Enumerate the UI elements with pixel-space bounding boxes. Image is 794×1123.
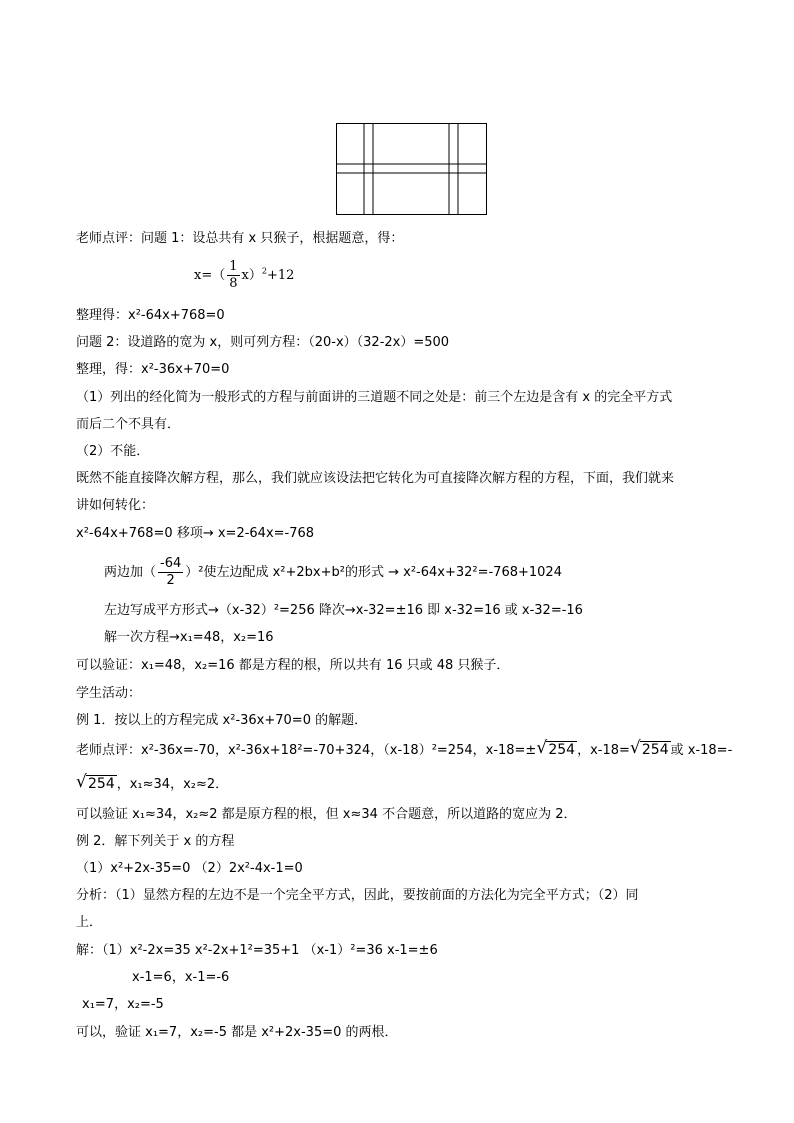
simplified-eq-2: 整理，得：x²-36x+70=0: [76, 362, 230, 377]
paragraph-transform: 既然不能直接降次解方程，那么，我们就应该设法把它转化为可直接降次解方程的方程，下面，我们就来: [76, 471, 675, 486]
example-1: 例 1．按以上的方程完成 x²-36x+70=0 的解题．: [76, 713, 368, 728]
verify-roots: 可以，验证 x₁=7，x₂=-5 都是 x²+2x-35=0 的两根．: [76, 1025, 398, 1040]
step-square-form: 左边写成平方形式→（x-32）²=256 降次→x-32=±16 即 x-32=16 或 x-32=-16: [104, 603, 583, 618]
teacher-comment-ex1-cont: √ 254 ，x₁≈34，x₂≈2．: [76, 772, 229, 792]
analysis: 分析：（1）显然方程的左边不是一个完全平方式，因此，要按前面的方法化为完全平方式；（2）同: [76, 888, 639, 903]
analysis-cont: 上．: [76, 915, 103, 930]
sqrt-254-a: √ 254: [536, 738, 576, 758]
simplified-eq-1: 整理得：x²-64x+768=0: [76, 308, 225, 323]
solution-step-1: 解：（1）x²-2x=35 x²-2x+1²=35+1 （x-1）²=36 x-1=±6: [76, 943, 438, 958]
teacher-comment-ex1: 老师点评：x²-36x=-70，x²-36x+18²=-70+324，（x-18）²=254，x-18=± √ 254 ，x-18= √ 254 或 x-18=-: [76, 738, 733, 758]
step-move-terms: x²-64x+768=0 移项→ x=2-64x=-768: [76, 526, 315, 541]
sqrt-254-b: √ 254: [629, 738, 669, 758]
fraction-minus64-over-2: $\frac{-64}{2}$: [160, 556, 182, 588]
example-2-equations: （1）x²+2x-35=0 （2）2x²-4x-1=0: [76, 861, 303, 876]
teacher-comment-q1: 老师点评：问题 1：设总共有 x 只猴子，根据题意，得：: [76, 231, 404, 246]
equation-monkeys: x=（ $\frac{1}{8}$ x）$^2$+12: [194, 259, 295, 291]
student-activity-heading: 学生活动：: [76, 686, 142, 701]
fraction-one-eighth: $\frac{1}{8}$: [229, 259, 238, 291]
solution-roots: x₁=7，x₂=-5: [82, 997, 164, 1012]
note-2: （2）不能．: [76, 444, 150, 459]
note-1-cont: 而后二个不具有．: [76, 417, 181, 432]
step-solve-linear: 解一次方程→x₁=48，x₂=16: [104, 630, 274, 645]
diagram-outer-rect: [337, 124, 487, 215]
sqrt-254-c: √ 254: [76, 772, 115, 792]
road-diagram: [336, 123, 487, 215]
solution-step-2: x-1=6，x-1=-6: [132, 970, 230, 985]
paragraph-transform-cont: 讲如何转化：: [76, 498, 155, 513]
step-complete-square: 两边加（ $\frac{-64}{2}$ ）²使左边配成 x²+2bx+b²的形式 → x²-64x+32²=-768+1024: [104, 556, 562, 588]
verify-road: 可以验证 x₁≈34，x₂≈2 都是原方程的根，但 x≈34 不合题意，所以道路的宽应为 2．: [76, 807, 577, 822]
note-1: （1）列出的经化简为一般形式的方程与前面讲的三道题不同之处是：前三个左边是含有 x 的完全平方式: [76, 390, 673, 405]
verify-monkeys: 可以验证：x₁=48，x₂=16 都是方程的根，所以共有 16 只或 48 只猴子．: [76, 658, 510, 673]
example-2: 例 2．解下列关于 x 的方程: [76, 834, 235, 849]
question-2: 问题 2：设道路的宽为 x，则可列方程：（20-x）（32-2x）=500: [76, 335, 450, 350]
